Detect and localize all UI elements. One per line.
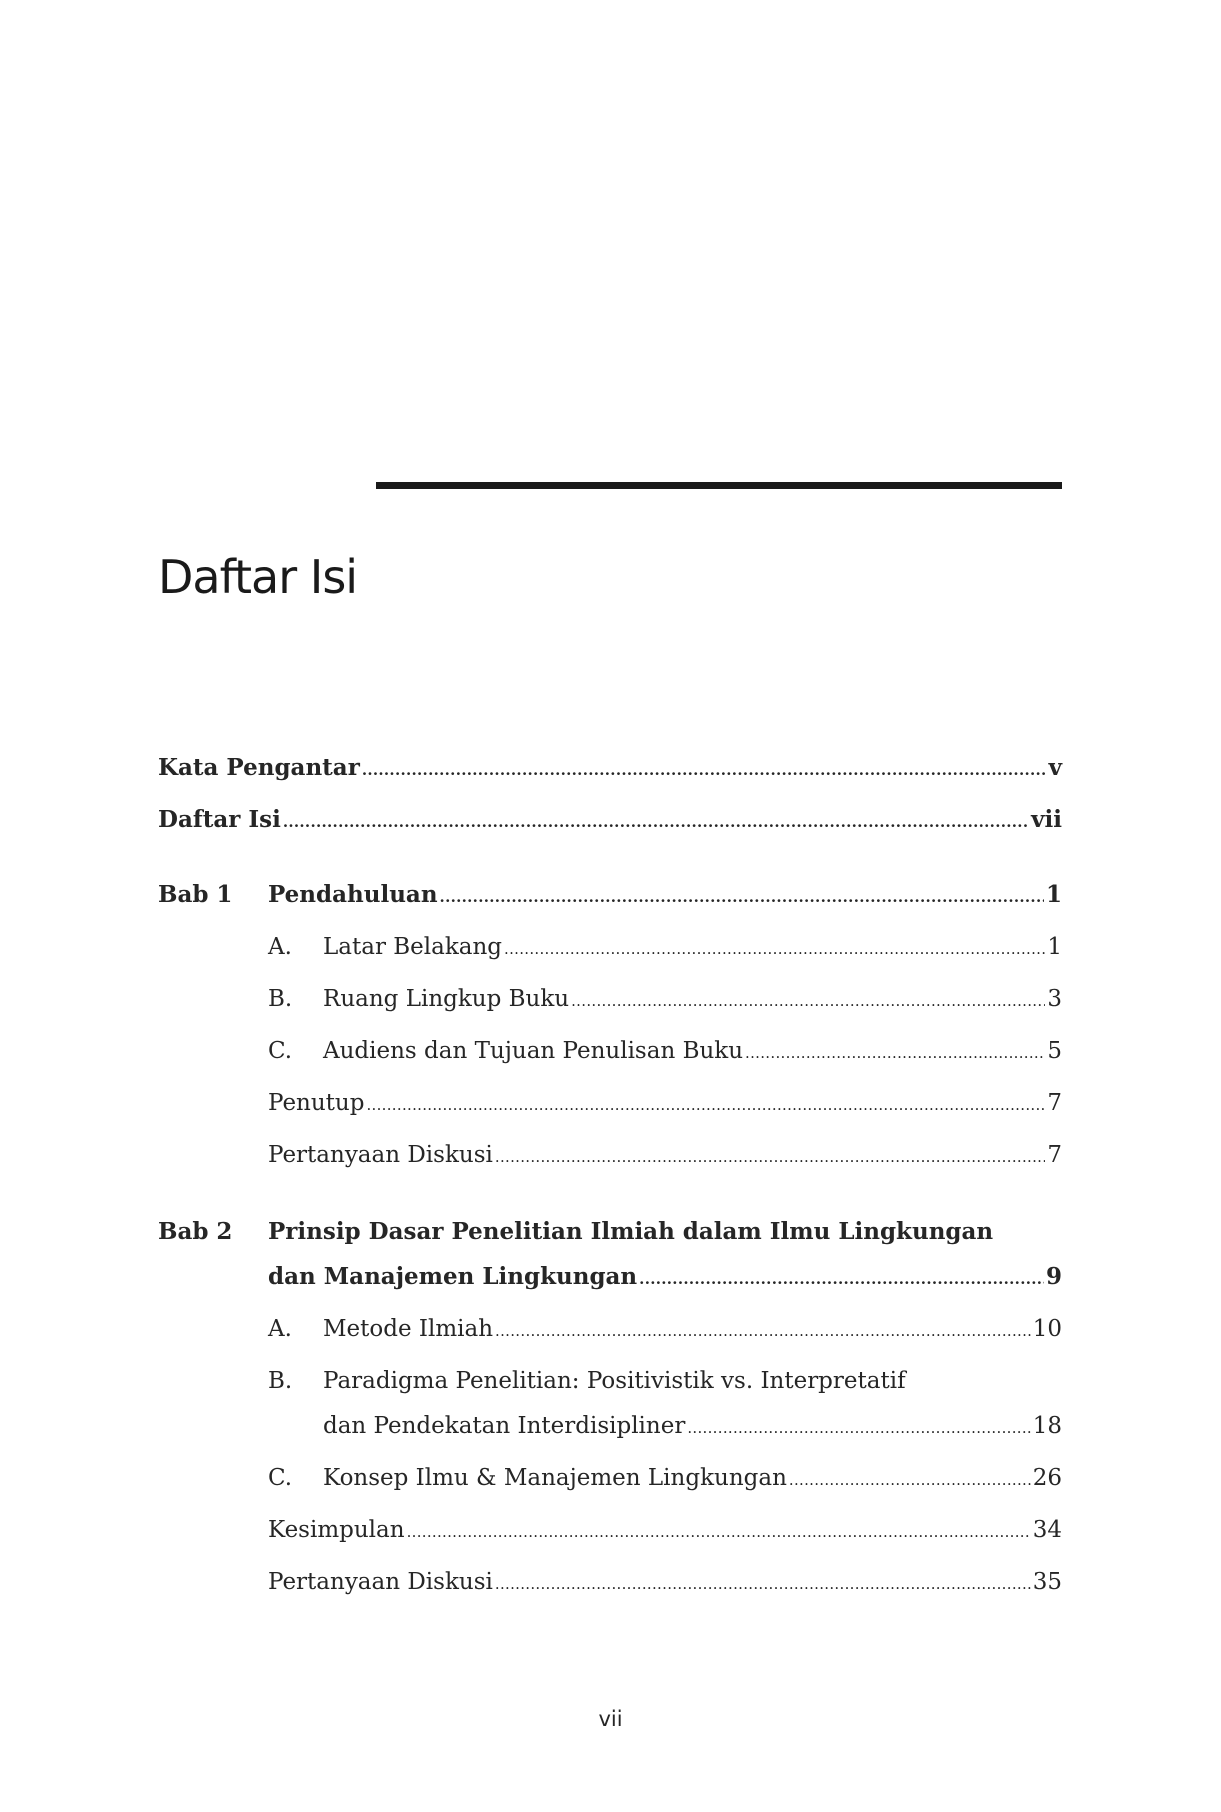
dot-leader — [687, 1413, 1030, 1443]
entry-text: Konsep Ilmu & Manajemen Lingkungan — [323, 1465, 787, 1491]
dot-leader — [407, 1517, 1031, 1547]
dot-leader — [745, 1038, 1045, 1068]
entry-text: Pertanyaan Diskusi — [268, 1569, 493, 1595]
dot-leader — [789, 1465, 1031, 1495]
entry-letter: B. — [268, 986, 293, 1012]
toc-page-number: 7 — [1047, 1142, 1062, 1168]
toc-page-number: 9 — [1045, 1263, 1062, 1290]
toc-entry — [268, 1314, 1062, 1346]
entry-text-continued: dan Pendekatan Interdisipliner — [323, 1413, 686, 1439]
chapter-title: Prinsip Dasar Penelitian Ilmiah dalam Ilmu Lingkungan — [268, 1218, 994, 1245]
toc-entry — [268, 1515, 1062, 1547]
dot-leader — [495, 1569, 1031, 1599]
entry-text: Penutup — [268, 1090, 365, 1116]
toc-page-number: 5 — [1047, 1038, 1062, 1064]
toc-page-number: 35 — [1032, 1569, 1062, 1595]
dot-leader — [495, 1142, 1045, 1172]
entry-text: Metode Ilmiah — [323, 1316, 494, 1342]
chapter-title-row — [268, 880, 1062, 912]
entry-text: Latar Belakang — [323, 934, 503, 960]
entry-letter: C. — [268, 1038, 293, 1064]
toc-entry — [323, 1411, 1062, 1443]
toc-page-number: 7 — [1047, 1090, 1062, 1116]
toc-page-number: 10 — [1032, 1316, 1062, 1342]
page-number-footer: vii — [598, 1707, 623, 1731]
dot-leader — [440, 882, 1044, 912]
toc-page-number: 3 — [1047, 986, 1062, 1012]
entry-letter: A. — [268, 934, 292, 960]
toc-page-number: v — [1048, 754, 1062, 781]
toc-entry — [268, 932, 1062, 964]
entry-letter: A. — [268, 1316, 292, 1342]
toc-page-number: vii — [1031, 806, 1062, 833]
toc-page-number: 26 — [1032, 1465, 1062, 1491]
chapter-title-continued: dan Manajemen Lingkungan — [268, 1263, 638, 1290]
toc-entry — [268, 984, 1062, 1016]
chapter-label: Bab 2 — [158, 1218, 233, 1245]
toc-entry — [268, 1463, 1062, 1495]
dot-leader — [362, 755, 1047, 785]
toc-entry-kata-pengantar — [158, 753, 1062, 785]
toc-entry-label: Kata Pengantar — [158, 754, 360, 781]
dot-leader — [283, 807, 1029, 837]
toc-entry-label: Daftar Isi — [158, 806, 281, 833]
chapter-label: Bab 1 — [158, 881, 233, 908]
entry-letter: C. — [268, 1465, 293, 1491]
entry-text: Audiens dan Tujuan Penulisan Buku — [323, 1038, 744, 1064]
dot-leader — [495, 1316, 1031, 1346]
toc-entry-first-line — [268, 1366, 906, 1396]
dot-leader — [571, 986, 1045, 1016]
entry-letter: B. — [268, 1368, 293, 1394]
toc-entry — [268, 1567, 1062, 1599]
toc-entry — [268, 1140, 1062, 1172]
toc-page-number: 1 — [1045, 881, 1062, 908]
heading-rule — [376, 482, 1062, 489]
chapter-title-row — [268, 1262, 1062, 1294]
toc-page-number: 1 — [1047, 934, 1062, 960]
entry-text: Paradigma Penelitian: Positivistik vs. Interpretatif — [323, 1368, 906, 1394]
page-title: Daftar Isi — [158, 550, 358, 604]
toc-entry — [268, 1088, 1062, 1120]
dot-leader — [366, 1090, 1045, 1120]
dot-leader — [639, 1264, 1044, 1294]
entry-text: Pertanyaan Diskusi — [268, 1142, 493, 1168]
toc-page-number: 18 — [1032, 1413, 1062, 1439]
toc-entry-daftar-isi — [158, 805, 1062, 837]
toc-page-number: 34 — [1032, 1517, 1062, 1543]
dot-leader — [504, 934, 1045, 964]
chapter-title: Pendahuluan — [268, 881, 438, 908]
entry-text: Kesimpulan — [268, 1517, 405, 1543]
toc-entry — [268, 1036, 1062, 1068]
entry-text: Ruang Lingkup Buku — [323, 986, 570, 1012]
